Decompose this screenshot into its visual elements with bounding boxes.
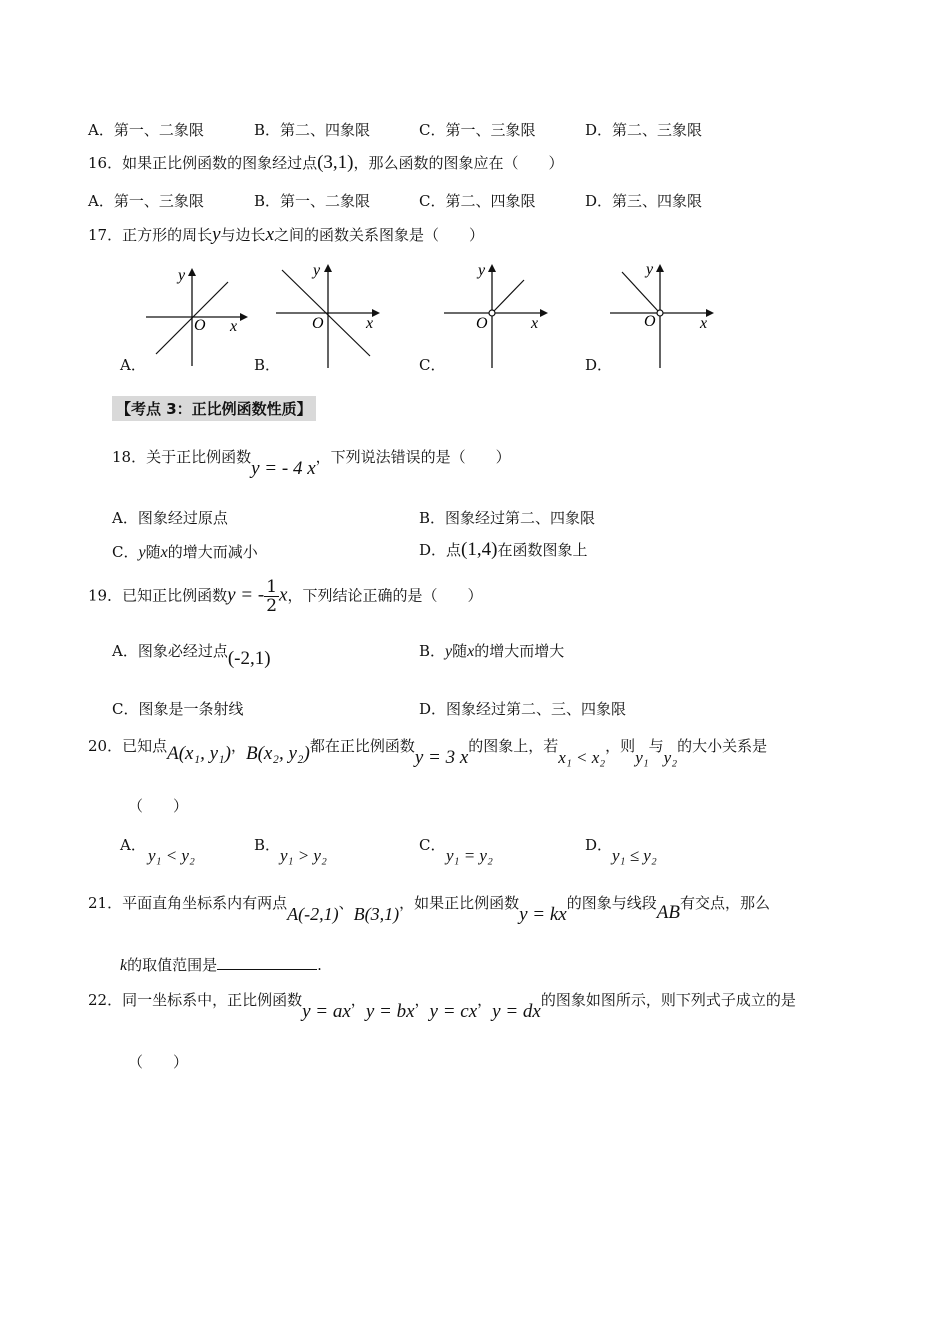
q20-option-c-label: C． xyxy=(419,836,446,854)
q19-option-c: C．图象是一条射线 xyxy=(112,700,244,718)
q19-option-b: B．y随x的增大而增大 xyxy=(419,642,565,660)
q17-option-b: B． xyxy=(254,356,281,374)
x-label: x xyxy=(230,318,238,335)
origin-label: O xyxy=(644,313,656,330)
y-arrow xyxy=(188,268,196,276)
q21-line2: k的取值范围是 . xyxy=(120,956,322,974)
open-origin-point xyxy=(657,310,663,316)
q17-stem: 17．正方形的周长y与边长x之间的函数关系图象是（ ） xyxy=(88,224,485,245)
q15-option-b: B．第二、四象限 xyxy=(254,121,371,139)
x-label: x xyxy=(366,315,374,332)
q22-answer-paren: （ ） xyxy=(128,1053,189,1071)
origin-label: O xyxy=(194,317,206,334)
origin-label: O xyxy=(312,315,324,332)
section-header-3: 【考点 3：正比例函数性质】 xyxy=(112,396,316,421)
y-label: y xyxy=(646,261,654,278)
q20-option-a-math: y₁ < y₂ xyxy=(148,846,195,865)
q18-option-d: D．点(1,4)在函数图象上 xyxy=(419,539,588,560)
q15-option-c: C．第一、三象限 xyxy=(419,121,536,139)
q19-option-a: A．图象必经过点(-2,1) xyxy=(112,642,271,669)
x-label: x xyxy=(700,315,708,332)
q16-option-c: C．第二、四象限 xyxy=(419,192,536,210)
q20-option-a-label: A． xyxy=(120,836,146,854)
y-label: y xyxy=(313,262,321,279)
open-origin-point xyxy=(489,310,495,316)
q16-option-d: D．第三、四象限 xyxy=(585,192,703,210)
fraction-one-half: $\frac{1}{2}$ xyxy=(266,577,278,616)
q20-answer-paren: （ ） xyxy=(128,797,189,815)
q17-graph-a xyxy=(140,262,250,370)
y-label: y xyxy=(178,267,186,284)
q18-option-c: C．y随x的增大而减小 xyxy=(112,543,258,561)
y-arrow xyxy=(324,264,332,272)
x-arrow xyxy=(240,313,248,321)
q18-option-b: B．图象经过第二、四象限 xyxy=(419,509,596,527)
q15-option-a: A．第一、二象限 xyxy=(88,121,204,139)
y-label: y xyxy=(478,262,486,279)
q20-stem: 20．已知点A(x₁, y₁)，B(x₂, y₂)都在正比例函数y = 3 x的图象上，若x₁ < x₂，则y₁与y₂的大小关系是 xyxy=(88,737,768,768)
y-arrow xyxy=(488,264,496,272)
answer-blank[interactable] xyxy=(217,955,317,970)
q20-option-b-label: B． xyxy=(254,836,281,854)
x-arrow xyxy=(706,309,714,317)
q17-option-c: C． xyxy=(419,356,446,374)
q17-option-d: D． xyxy=(585,356,613,374)
q20-option-d-label: D． xyxy=(585,836,613,854)
q16-option-a: A．第一、三象限 xyxy=(88,192,204,210)
x-label: x xyxy=(531,315,539,332)
q20-option-b-math: y₁ > y₂ xyxy=(280,846,327,865)
q19-stem: 19．已知正比例函数y = - $\frac{1}{2}$ x，下列结论正确的是（ ） xyxy=(88,577,483,616)
q22-stem: 22．同一坐标系中，正比例函数y = ax，y = bx，y = cx，y = dx的图象如图所示，则下列式子成立的是 xyxy=(88,991,796,1022)
q18-stem: 18．关于正比例函数y = - 4 x，下列说法错误的是（ ） xyxy=(112,448,511,479)
q16-option-b: B．第一、二象限 xyxy=(254,192,371,210)
q17-graph-d xyxy=(606,258,722,370)
y-arrow xyxy=(656,264,664,272)
x-arrow xyxy=(540,309,548,317)
x-arrow xyxy=(372,309,380,317)
q17-graph-c xyxy=(440,258,556,370)
q19-option-d: D．图象经过第二、三、四象限 xyxy=(419,700,627,718)
q20-option-d-math: y₁ ≤ y₂ xyxy=(612,846,657,865)
q17-option-a: A． xyxy=(120,356,146,374)
q17-graph-b xyxy=(272,258,388,370)
q15-option-d: D．第二、三象限 xyxy=(585,121,703,139)
origin-label: O xyxy=(476,315,488,332)
q20-option-c-math: y₁ = y₂ xyxy=(446,846,493,865)
function-ray xyxy=(494,280,524,311)
q16-stem: 16．如果正比例函数的图象经过点(3,1)，那么函数的图象应在（ ） xyxy=(88,152,564,173)
q18-option-a: A．图象经过原点 xyxy=(112,509,228,527)
q21-stem: 21．平面直角坐标系内有两点A(-2,1)、B(3,1)，如果正比例函数y = kx的图象与线段AB有交点，那么 xyxy=(88,894,770,925)
